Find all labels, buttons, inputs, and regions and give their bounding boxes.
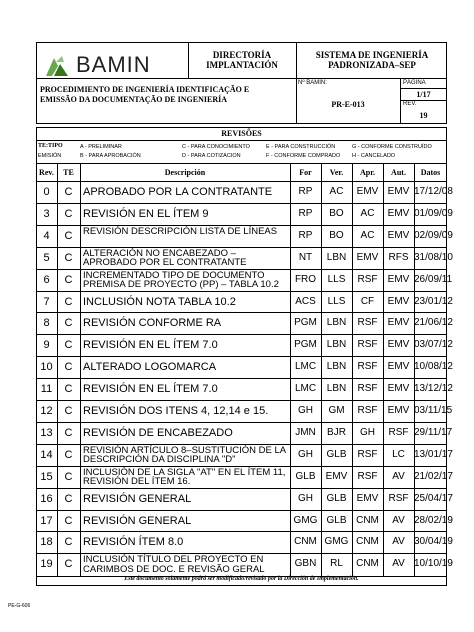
col-apr: Apr. <box>359 168 376 177</box>
cell-aut: EMV <box>387 186 410 197</box>
cell-te: C <box>64 339 73 352</box>
cell-ver: AC <box>329 186 344 197</box>
cell-apr: CNM <box>356 514 379 526</box>
cell-apr: RSF <box>357 361 378 373</box>
table-row <box>36 378 453 400</box>
cell-desc: REVISIÓN DOS ITENS 4, 12,14 e 15. <box>83 405 269 417</box>
cell-datos: 21/02/17 <box>414 470 453 482</box>
cell-aut: RSF <box>388 492 409 504</box>
cell-ver: LBN <box>326 383 347 395</box>
cell-for: RP <box>298 207 313 219</box>
legend-item: A - PRELIMINAR <box>80 144 122 150</box>
cell-for: RP <box>298 186 313 197</box>
cell-aut: AV <box>392 536 405 548</box>
cell-ver: LLS <box>327 273 346 285</box>
cell-datos: 13/12/12 <box>414 383 453 395</box>
cell-rev: 10 <box>40 361 53 374</box>
col-ver: Ver. <box>329 168 344 177</box>
cell-desc: REVISIÓN ÍTEM 8.0 <box>83 536 184 549</box>
table-row <box>36 510 453 532</box>
cell-rev: 19 <box>40 558 53 571</box>
cell-ver: GM <box>328 405 345 416</box>
pagina-label: PÁGINA <box>403 80 426 86</box>
rev-value: 19 <box>419 111 428 120</box>
cell-apr: GH <box>360 426 375 438</box>
cell-for: FRO <box>294 273 317 285</box>
cell-for: LMC <box>294 361 317 373</box>
cell-desc: REVISIÓN ARTÍCULO 8–SUSTITUCIÓN DE LA DESCRIPCIÓN DA DISCIPLINA "D" <box>83 444 286 466</box>
bamin-logo-icon <box>44 54 70 78</box>
table-row <box>36 203 453 225</box>
cell-apr: CF <box>360 295 375 307</box>
cell-for: GH <box>298 405 313 416</box>
legend-item: C - PARA CONOCIMIENTO <box>182 144 250 150</box>
cell-te: C <box>64 514 73 527</box>
cell-te: C <box>64 492 73 505</box>
cell-desc: REVISIÓN EN EL ÍTEM 7.0 <box>83 383 218 396</box>
col-aut: Aut. <box>391 168 406 177</box>
cell-desc: REVISIÓN GENERAL <box>83 514 192 527</box>
cell-aut: EMV <box>387 339 410 351</box>
cell-rev: 6 <box>43 273 50 286</box>
cell-aut: EMV <box>387 295 410 307</box>
col-te: TE <box>63 168 74 177</box>
revisoes-title: REVISÕES <box>221 129 262 138</box>
legend-item: H - CANCELADO <box>352 153 396 159</box>
sistema-title: SISTEMA DE INGENIERÍA PADRONIZADA–SEP <box>315 50 429 70</box>
cell-ver: GMG <box>324 536 349 548</box>
cell-rev: 15 <box>40 470 53 483</box>
cell-apr: RSF <box>357 273 378 285</box>
cell-apr: CNM <box>356 558 379 570</box>
cell-for: GLB <box>295 470 316 482</box>
cell-aut: AV <box>392 558 405 570</box>
cell-te: C <box>64 229 73 242</box>
rev-label: REV. <box>403 101 417 107</box>
cell-apr: EMV <box>356 186 379 197</box>
cell-apr: AC <box>360 207 375 219</box>
cell-ver: LBN <box>326 361 347 373</box>
cell-datos: 03/07/12 <box>414 339 453 351</box>
cell-ver: BO <box>329 229 344 241</box>
cell-ver: LBN <box>326 339 347 351</box>
cell-datos: 26/09/11 <box>414 273 453 285</box>
cell-desc: ALTERACIÓN NO ENCABEZADO – APROBADO POR EL CONTRATANTE <box>83 247 247 269</box>
cell-rev: 0 <box>43 186 50 198</box>
cell-aut: EMV <box>387 361 410 373</box>
cell-ver: LBN <box>326 317 347 329</box>
legend-item: F - CONFORME COMPRADO <box>266 153 341 159</box>
col-rev: Rev. <box>39 168 54 177</box>
col-datos: Datos <box>420 168 441 177</box>
col-descripcion: Descripción <box>164 168 206 177</box>
cell-rev: 18 <box>40 536 53 549</box>
col-for: For <box>299 168 312 177</box>
cell-desc: ALTERADO LOGOMARCA <box>83 361 217 374</box>
cell-rev: 8 <box>43 317 50 330</box>
cell-te: C <box>64 470 73 483</box>
cell-te: C <box>64 361 73 374</box>
cell-for: GH <box>298 448 313 460</box>
table-row <box>36 225 453 247</box>
legend-item: E - PARA CONSTRUCCIÓN <box>266 144 336 150</box>
cell-rev: 17 <box>40 514 53 527</box>
legend-item: D - PARA COTIZACION <box>182 153 241 159</box>
cell-for: RP <box>298 229 313 241</box>
cell-desc: INCLUSIÓN NOTA TABLA 10.2 <box>83 295 236 308</box>
cell-apr: RSF <box>357 339 378 351</box>
cell-desc: APROBADO POR LA CONTRATANTE <box>83 186 273 198</box>
n-bamin-label: Nº BAMIN: <box>298 80 327 86</box>
cell-for: NT <box>298 251 313 263</box>
cell-for: LMC <box>294 383 317 395</box>
table-row <box>36 291 453 313</box>
cell-aut: EMV <box>387 207 410 219</box>
cell-aut: EMV <box>387 405 410 416</box>
cell-desc: REVISIÓN EN EL ÍTEM 9 <box>83 207 209 220</box>
cell-aut: LC <box>392 448 405 460</box>
cell-te: C <box>64 186 73 198</box>
cell-te: C <box>64 317 73 330</box>
cell-te: C <box>64 383 73 396</box>
cell-apr: RSF <box>357 383 378 395</box>
cell-te: C <box>64 273 73 286</box>
cell-rev: 16 <box>40 492 53 505</box>
form-code: PE-G-606 <box>8 603 31 609</box>
table-row <box>36 466 453 488</box>
te-tipo-label: TE:TIPO <box>38 143 63 149</box>
cell-for: PGM <box>294 339 317 351</box>
cell-aut: AV <box>392 470 405 482</box>
cell-desc: REVISIÓN GENERAL <box>83 492 192 505</box>
cell-rev: 3 <box>43 207 50 220</box>
cell-rev: 7 <box>43 295 50 308</box>
cell-rev: 12 <box>40 405 53 417</box>
pagina-value: 1/17 <box>416 90 431 99</box>
cell-datos: 23/01/12 <box>414 295 453 307</box>
cell-aut: AV <box>392 514 405 526</box>
cell-datos: 10/08/12 <box>414 361 453 373</box>
table-row <box>36 488 453 510</box>
table-row <box>36 247 453 269</box>
cell-apr: RSF <box>357 317 378 329</box>
table-row <box>36 181 453 203</box>
cell-apr: EMV <box>356 492 379 504</box>
cell-rev: 14 <box>40 448 53 461</box>
cell-te: C <box>64 536 73 549</box>
legend-item: B - PARA APROBACIÓN <box>80 153 141 159</box>
cell-for: CNM <box>294 536 317 548</box>
cell-desc: REVISIÓN CONFORME RA <box>83 317 222 330</box>
cell-desc: INCREMENTADO TIPO DE DOCUMENTO PREMISA DE PROYECTO (PP) – TABLA 10.2 <box>83 269 279 291</box>
cell-rev: 11 <box>40 383 53 396</box>
cell-desc: REVISIÓN DESCRIPCIÓN LISTA DE LÍNEAS <box>83 225 278 237</box>
cell-datos: 17/12/08 <box>414 186 453 197</box>
table-row <box>36 553 453 575</box>
cell-te: C <box>64 448 73 461</box>
cell-apr: EMV <box>356 251 379 263</box>
table-row <box>36 444 453 466</box>
cell-ver: GLB <box>326 448 347 460</box>
cell-ver: LBN <box>326 251 347 263</box>
cell-datos: 29/11/17 <box>414 426 453 438</box>
cell-datos: 30/04/19 <box>414 536 453 548</box>
cell-apr: RSF <box>357 470 378 482</box>
cell-aut: RFS <box>388 251 409 263</box>
cell-apr: RSF <box>357 405 378 416</box>
cell-for: GMG <box>293 514 318 526</box>
cell-for: GBN <box>294 558 317 570</box>
cell-ver: LLS <box>327 295 346 307</box>
cell-apr: RSF <box>357 448 378 460</box>
cell-aut: EMV <box>387 383 410 395</box>
logo <box>36 42 188 78</box>
cell-datos: 25/04/17 <box>414 492 453 504</box>
n-bamin-value: PR-E-013 <box>331 100 365 109</box>
cell-ver: EMV <box>325 470 348 482</box>
cell-datos: 31/08/10 <box>414 251 453 263</box>
table-row <box>36 356 453 378</box>
cell-te: C <box>64 251 73 264</box>
cell-ver: GLB <box>326 514 347 526</box>
cell-ver: GLB <box>326 492 347 504</box>
cell-datos: 13/01/17 <box>414 448 453 460</box>
table-row <box>36 531 453 553</box>
cell-rev: 5 <box>43 251 50 264</box>
legend-item: G - CONFORME CONSTRUÍDO <box>352 144 432 150</box>
cell-for: PGM <box>294 317 317 329</box>
cell-datos: 10/10/19 <box>414 558 453 570</box>
table-row <box>36 269 453 291</box>
cell-for: ACS <box>295 295 316 307</box>
cell-desc: INCLUSIÓN DE LA SIGLA "AT" EN EL ÍTEM 11, REVISIÓN DEL ÍTEM 16. <box>83 466 286 488</box>
cell-te: C <box>64 558 73 571</box>
cell-ver: BO <box>329 207 344 219</box>
emision-label: EMISIÓN <box>38 153 62 159</box>
logo-text: BAMIN <box>76 52 151 77</box>
table-row <box>36 312 453 334</box>
cell-desc: INCLUSIÓN TÍTULO DEL PROYECTO EN CARIMBOS DE DOC. E REVISÃO GERAL <box>83 554 265 575</box>
table-header-row <box>36 163 447 181</box>
footer-note: Este documento solamente podrá ser modificado/revisado por la Dirección de Implementación. <box>124 576 359 582</box>
cell-te: C <box>64 207 73 220</box>
cell-datos: 28/02/19 <box>414 514 453 526</box>
document-page <box>36 42 453 592</box>
cell-ver: BJR <box>327 426 346 438</box>
procedimiento-title: PROCEDIMIENTO DE INGENIERÍA IDENTIFICAÇÃO E EMISSÃO DA DOCUMENTAÇÃO DE INGENIERÍA <box>40 85 250 104</box>
cell-desc: REVISIÓN EN EL ÍTEM 7.0 <box>83 339 218 352</box>
cell-te: C <box>64 295 73 308</box>
cell-for: JMN <box>295 426 316 438</box>
cell-aut: EMV <box>387 317 410 329</box>
cell-ver: RL <box>330 558 343 570</box>
table-row <box>36 400 453 422</box>
cell-aut: RSF <box>388 426 409 438</box>
directoria-title: DIRECTORÍA IMPLANTACIÓN <box>206 50 278 70</box>
cell-rev: 4 <box>43 229 50 242</box>
cell-rev: 13 <box>40 426 53 439</box>
table-row <box>36 422 453 444</box>
table-row <box>36 334 453 356</box>
cell-apr: AC <box>360 229 375 241</box>
cell-desc: REVISIÓN DE ENCABEZADO <box>83 426 233 439</box>
cell-apr: CNM <box>356 536 379 548</box>
cell-aut: EMV <box>387 229 410 241</box>
cell-datos: 01/09/09 <box>414 207 453 219</box>
cell-for: GH <box>298 492 313 504</box>
cell-datos: 02/09/09 <box>414 229 453 241</box>
cell-te: C <box>64 426 73 439</box>
cell-te: C <box>64 405 73 417</box>
cell-datos: 21/06/12 <box>414 317 453 329</box>
cell-aut: EMV <box>387 273 410 285</box>
cell-datos: 03/11/15 <box>414 405 453 416</box>
cell-rev: 9 <box>43 339 50 352</box>
